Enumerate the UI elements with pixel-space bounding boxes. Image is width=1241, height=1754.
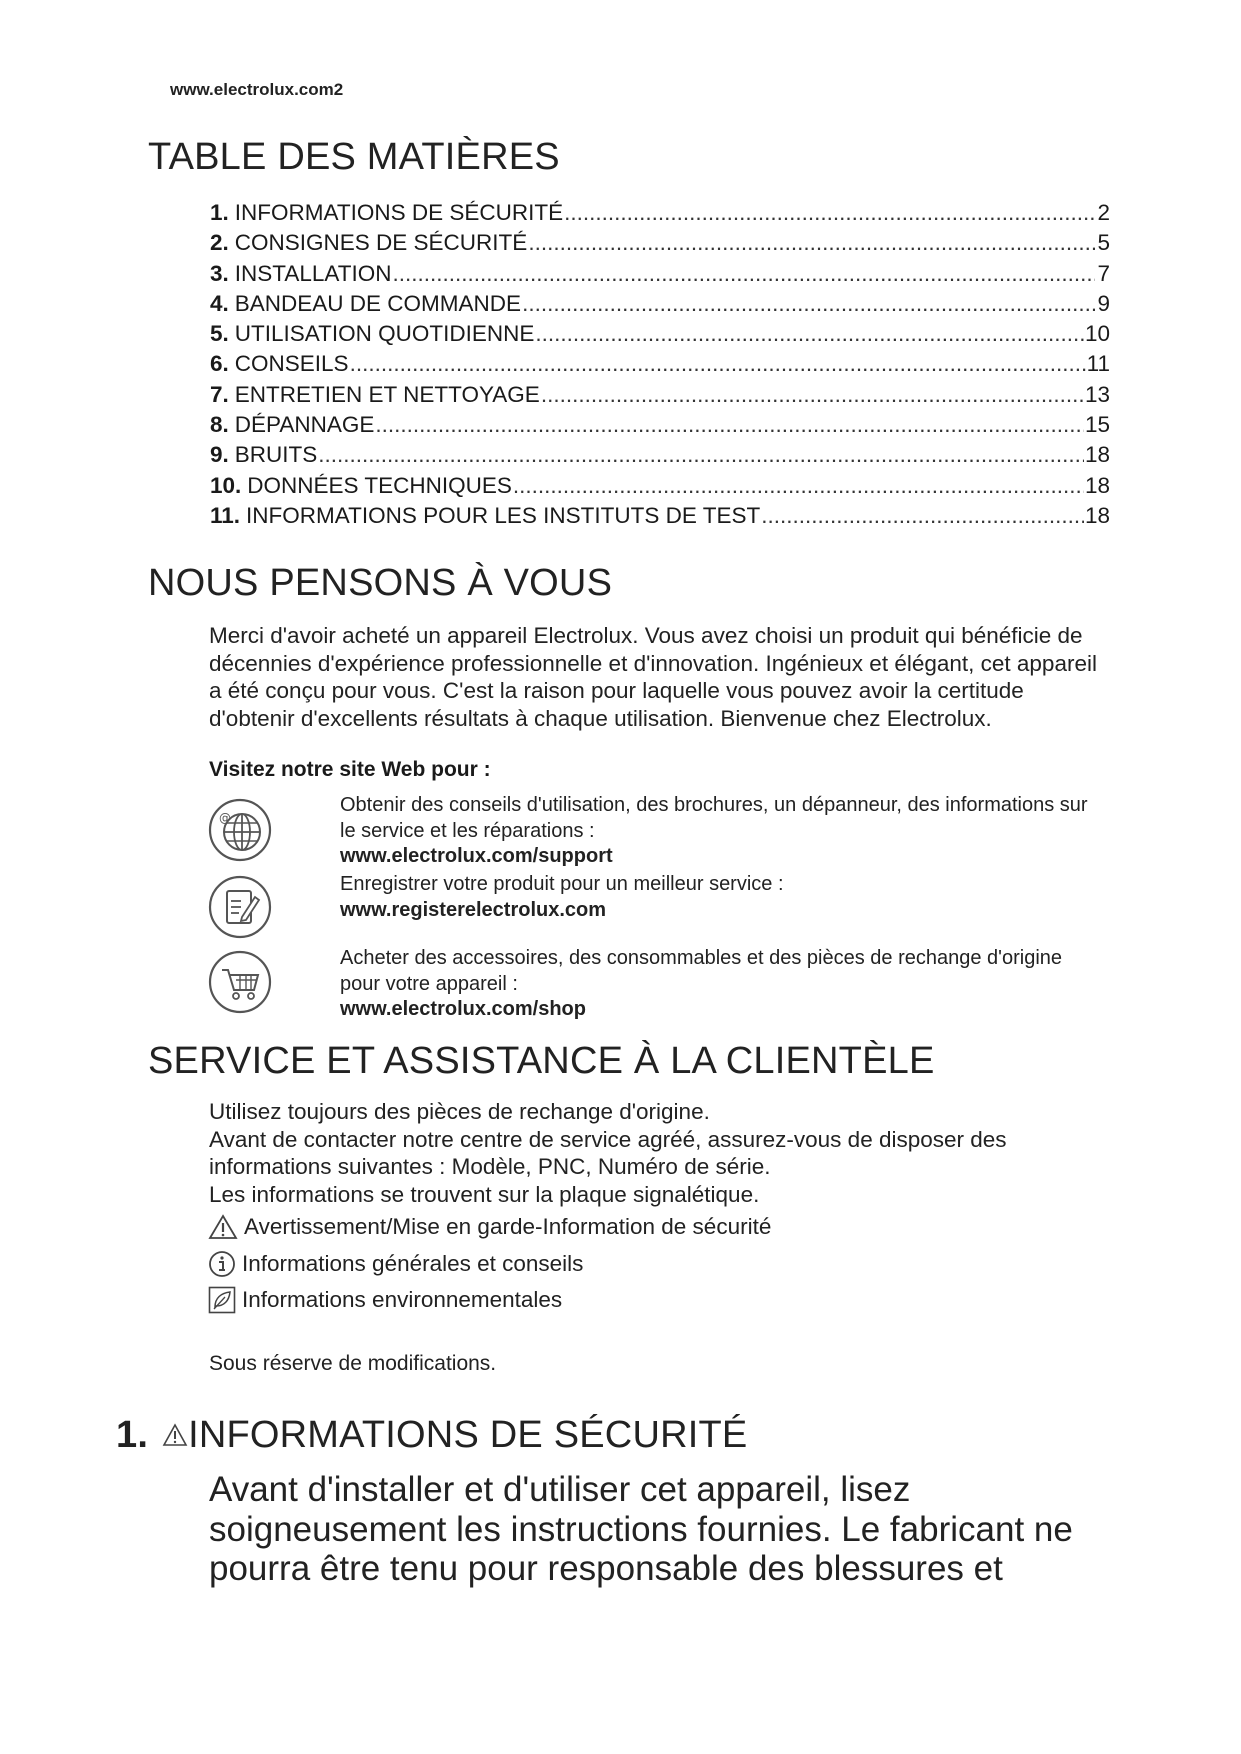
toc-number: 4. xyxy=(210,290,229,316)
toc-row[interactable] xyxy=(210,289,1110,319)
warning-icon xyxy=(162,1423,188,1447)
toc-title: TABLE DES MATIÈRES xyxy=(148,136,560,178)
toc-row[interactable] xyxy=(210,410,1110,440)
visit-label: Visitez notre site Web pour : xyxy=(209,758,491,781)
toc-label: INFORMATIONS POUR LES INSTITUTS DE TEST xyxy=(246,502,761,528)
toc-label: ENTRETIEN ET NETTOYAGE xyxy=(234,381,540,407)
info-icon xyxy=(208,1250,236,1278)
toc-row[interactable] xyxy=(210,228,1110,258)
toc-number: 8. xyxy=(210,412,229,438)
toc-page-number: 10 xyxy=(1084,321,1110,347)
service-line-2: Avant de contacter notre centre de service agréé, assurez-vous de disposer des informations suivantes : Modèle, PNC, Numéro de série. xyxy=(209,1126,1007,1179)
section1-paragraph: Avant d'installer et d'utiliser cet appareil, lisez soigneusement les instructions fournies. Le fabricant ne pourra être tenu pour responsable des blessures et xyxy=(209,1470,1073,1588)
toc-leader-dots xyxy=(564,198,1095,228)
section1-title xyxy=(116,1414,747,1457)
toc-row[interactable] xyxy=(210,471,1110,501)
toc-row[interactable] xyxy=(210,501,1110,531)
warning-icon xyxy=(208,1214,238,1240)
toc-label: DONNÉES TECHNIQUES xyxy=(247,472,512,498)
service-line-3: Les informations se trouvent sur la plaque signalétique. xyxy=(209,1181,760,1207)
toc-page-number: 5 xyxy=(1097,230,1110,256)
toc-page-number: 18 xyxy=(1084,442,1110,468)
toc-page-number: 18 xyxy=(1084,502,1110,528)
toc-leader-dots xyxy=(522,289,1095,319)
toc-number: 9. xyxy=(210,442,229,468)
toc-leader-dots xyxy=(318,440,1084,470)
toc-page-number: 2 xyxy=(1097,200,1110,225)
toc-page-number: 15 xyxy=(1084,412,1110,438)
web-item-text: Acheter des accessoires, des consommables et des pièces de rechange d'origine pour votre appareil : xyxy=(340,947,1063,995)
toc-label: CONSIGNES DE SÉCURITÉ xyxy=(234,230,528,256)
toc-label: BANDEAU DE COMMANDE xyxy=(234,290,522,316)
toc-leader-dots xyxy=(528,228,1095,258)
section1-title-text: INFORMATIONS DE SÉCURITÉ xyxy=(188,1414,748,1456)
legend-info xyxy=(208,1250,583,1278)
toc-label: DÉPANNAGE xyxy=(234,412,375,438)
service-paragraph xyxy=(209,1098,1109,1208)
toc-label: UTILISATION QUOTIDIENNE xyxy=(234,321,535,347)
toc-row[interactable] xyxy=(210,259,1110,289)
toc-row[interactable] xyxy=(210,440,1110,470)
toc-page-number: 11 xyxy=(1086,351,1110,377)
toc-row[interactable] xyxy=(210,349,1110,379)
shop-link[interactable]: www.electrolux.com/shop xyxy=(340,998,586,1020)
web-item-support xyxy=(340,793,1100,870)
toc-row[interactable] xyxy=(210,380,1110,410)
cart-icon xyxy=(208,950,272,1014)
toc-leader-dots xyxy=(375,410,1084,440)
svg-text:@: @ xyxy=(219,811,231,825)
web-item-text: Enregistrer votre produit pour un meilleur service : xyxy=(340,873,784,895)
toc-leader-dots xyxy=(392,259,1095,289)
toc-number: 6. xyxy=(210,351,229,377)
toc-page-number: 13 xyxy=(1084,381,1110,407)
toc-label: BRUITS xyxy=(234,442,318,468)
service-line-1: Utilisez toujours des pièces de rechange d'origine. xyxy=(209,1099,710,1124)
legend-environment xyxy=(208,1286,562,1314)
toc-label: CONSEILS xyxy=(234,351,349,377)
header-url: www.electrolux.com2 xyxy=(170,80,344,99)
legend-label: Informations générales et conseils xyxy=(242,1251,584,1276)
table-of-contents xyxy=(210,198,1110,531)
toc-leader-dots xyxy=(513,471,1084,501)
toc-row[interactable] xyxy=(210,319,1110,349)
web-item-text: Obtenir des conseils d'utilisation, des brochures, un dépanneur, des informations sur le service et les réparations : xyxy=(340,794,1088,842)
legend-label: Avertissement/Mise en garde-Information de sécurité xyxy=(244,1214,772,1239)
toc-leader-dots xyxy=(541,380,1084,410)
service-title: SERVICE ET ASSISTANCE À LA CLIENTÈLE xyxy=(148,1040,935,1082)
globe-icon xyxy=(208,798,272,862)
toc-number: 7. xyxy=(210,381,229,407)
toc-label: INFORMATIONS DE SÉCURITÉ xyxy=(234,200,564,225)
legend-label: Informations environnementales xyxy=(242,1287,563,1312)
register-link[interactable]: www.registerelectrolux.com xyxy=(340,898,607,921)
web-item-shop xyxy=(340,946,1100,1023)
legend-warning xyxy=(208,1214,771,1240)
toc-leader-dots xyxy=(761,501,1084,531)
toc-number: 3. xyxy=(210,260,229,286)
think-paragraph: Merci d'avoir acheté un appareil Electrolux. Vous avez choisi un produit qui bénéficie de décennies d'expérience professionnelle et d'innovation. Ingénieux et élégant, cet appareil a été conçu pour vous. C'est la raison pour laquelle vous pouvez avoir la certitude d'obtenir d'excellents résultats à chaque utilisation. Bienvenue chez Electrolux. xyxy=(209,623,1097,731)
toc-row[interactable] xyxy=(210,198,1110,228)
toc-page-number: 18 xyxy=(1084,472,1110,498)
section1-number: 1. xyxy=(116,1414,149,1456)
register-icon xyxy=(208,875,272,939)
web-item-register xyxy=(340,872,1100,923)
toc-number: 1. xyxy=(210,200,229,225)
environment-icon xyxy=(208,1286,236,1314)
reserve-notice: Sous réserve de modifications. xyxy=(209,1352,497,1375)
toc-number: 2. xyxy=(210,230,229,256)
toc-number: 10. xyxy=(210,472,242,498)
toc-page-number: 9 xyxy=(1097,290,1110,316)
think-title: NOUS PENSONS À VOUS xyxy=(148,562,613,604)
toc-number: 11. xyxy=(210,502,241,528)
toc-page-number: 7 xyxy=(1097,260,1110,286)
toc-label: INSTALLATION xyxy=(234,260,392,286)
toc-leader-dots xyxy=(350,349,1086,379)
toc-number: 5. xyxy=(210,321,229,347)
support-link[interactable]: www.electrolux.com/support xyxy=(340,845,613,867)
toc-leader-dots xyxy=(535,319,1084,349)
